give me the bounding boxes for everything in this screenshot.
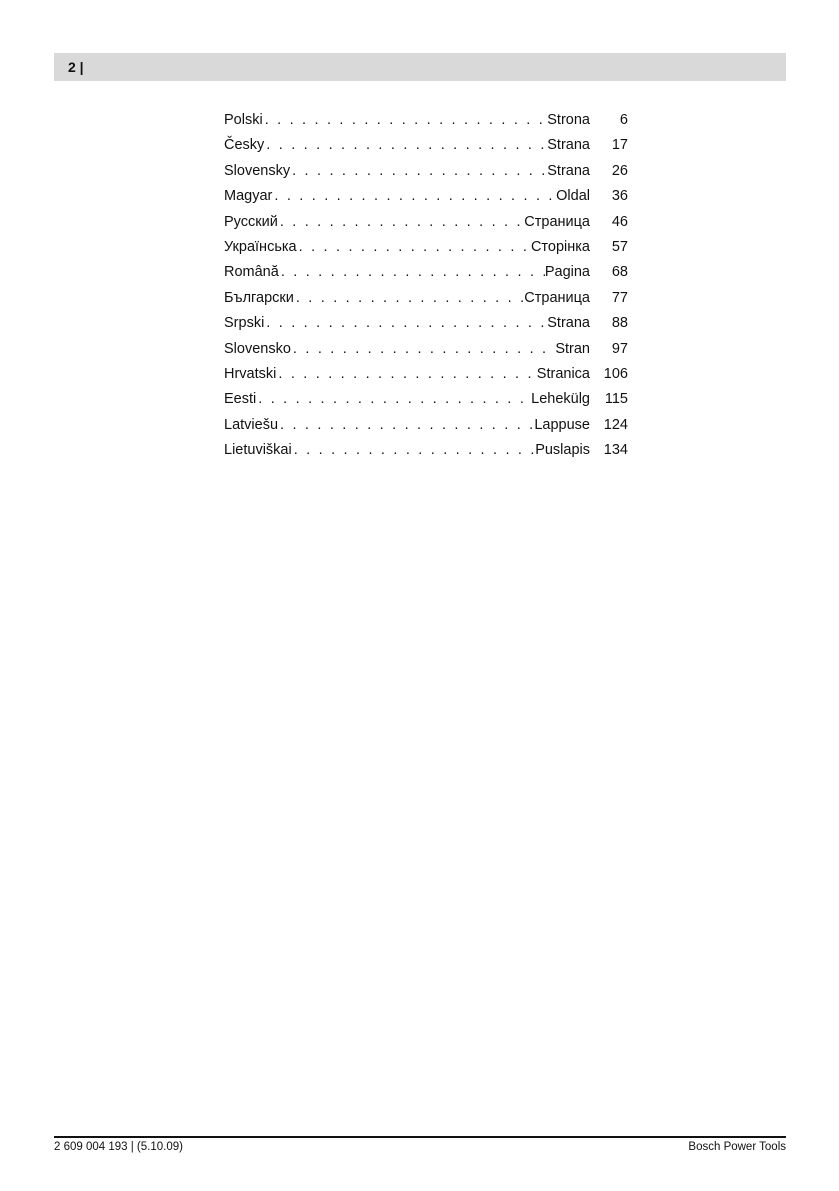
toc-page-number: 77 <box>611 289 628 306</box>
toc-page-word: Strana <box>547 315 590 332</box>
toc-leader-dots <box>297 236 531 258</box>
toc-leader-dots <box>264 134 547 156</box>
toc-language: Slovensko <box>224 340 291 357</box>
toc-leader-dots <box>256 388 531 410</box>
toc-page-word: Сторінка <box>530 238 590 255</box>
toc-language: Polski <box>224 112 263 128</box>
toc-leader-dots <box>291 338 555 360</box>
toc-leader-dots <box>264 312 547 334</box>
toc-leader-dots <box>292 439 535 461</box>
toc-entry[interactable] <box>224 338 628 363</box>
page-number: 2 | <box>68 59 84 75</box>
toc-page-number: 36 <box>611 188 628 205</box>
toc-page-number: 134 <box>603 442 628 459</box>
toc-page-word: Strana <box>547 137 590 154</box>
toc-language: Slovensky <box>224 162 291 179</box>
toc-entry[interactable] <box>224 439 628 464</box>
toc-language: Română <box>224 264 279 281</box>
toc-page-word: Stran <box>555 340 590 357</box>
toc-language: Eesti <box>224 391 257 408</box>
toc-page-number: 46 <box>611 213 628 230</box>
toc-page-word: Страница <box>524 289 590 306</box>
toc-page-word: Puslapis <box>535 442 590 459</box>
toc-page-number: 57 <box>611 238 628 255</box>
toc-page-number: 88 <box>611 315 628 332</box>
toc-entry[interactable] <box>224 211 628 236</box>
table-of-contents <box>224 109 628 464</box>
toc-entry[interactable] <box>224 261 628 286</box>
toc-entry[interactable] <box>224 388 628 413</box>
toc-page-word: Strana <box>547 162 590 179</box>
toc-page-word: Strona <box>547 112 590 128</box>
document-id: 2 609 004 193 | (5.10.09) <box>54 1141 183 1153</box>
toc-leader-dots <box>294 287 524 309</box>
toc-leader-dots <box>278 414 534 436</box>
page-header-bar <box>54 53 786 81</box>
toc-language: Hrvatski <box>224 365 277 382</box>
toc-language: Latviešu <box>224 416 279 433</box>
toc-page-number: 97 <box>611 340 628 357</box>
toc-language: Lietuviškai <box>224 442 292 459</box>
toc-language: Magyar <box>224 188 273 205</box>
toc-leader-dots <box>290 160 547 182</box>
toc-page-word: Страница <box>524 213 590 230</box>
toc-page-number: 6 <box>619 112 628 128</box>
toc-leader-dots <box>272 185 556 207</box>
toc-language: Українська <box>224 238 297 255</box>
toc-entry[interactable] <box>224 363 628 388</box>
toc-entry[interactable] <box>224 185 628 210</box>
toc-language: Srpski <box>224 315 265 332</box>
toc-entry[interactable] <box>224 134 628 159</box>
toc-page-number: 124 <box>603 416 628 433</box>
toc-page-word: Pagina <box>544 264 590 281</box>
toc-leader-dots <box>263 109 548 131</box>
toc-entry[interactable] <box>224 414 628 439</box>
toc-language: Български <box>224 289 294 306</box>
toc-page-word: Stranica <box>536 365 590 382</box>
toc-entry[interactable] <box>224 109 628 134</box>
toc-leader-dots <box>278 211 524 233</box>
toc-page-number: 68 <box>611 264 628 281</box>
toc-page-number: 115 <box>604 391 628 408</box>
toc-page-word: Lehekülg <box>531 391 590 408</box>
toc-leader-dots <box>276 363 536 385</box>
toc-entry[interactable] <box>224 312 628 337</box>
toc-page-number: 17 <box>611 137 628 154</box>
footer-divider <box>54 1136 786 1138</box>
toc-language: Русский <box>224 213 278 230</box>
toc-page-number: 106 <box>603 365 628 382</box>
toc-page-word: Oldal <box>556 188 590 205</box>
toc-entry[interactable] <box>224 287 628 312</box>
toc-leader-dots <box>279 261 545 283</box>
toc-entry[interactable] <box>224 236 628 261</box>
toc-page-word: Lappuse <box>534 416 590 433</box>
toc-entry[interactable] <box>224 160 628 185</box>
toc-page-number: 26 <box>611 162 628 179</box>
brand-name: Bosch Power Tools <box>688 1141 786 1153</box>
toc-language: Česky <box>224 137 265 154</box>
